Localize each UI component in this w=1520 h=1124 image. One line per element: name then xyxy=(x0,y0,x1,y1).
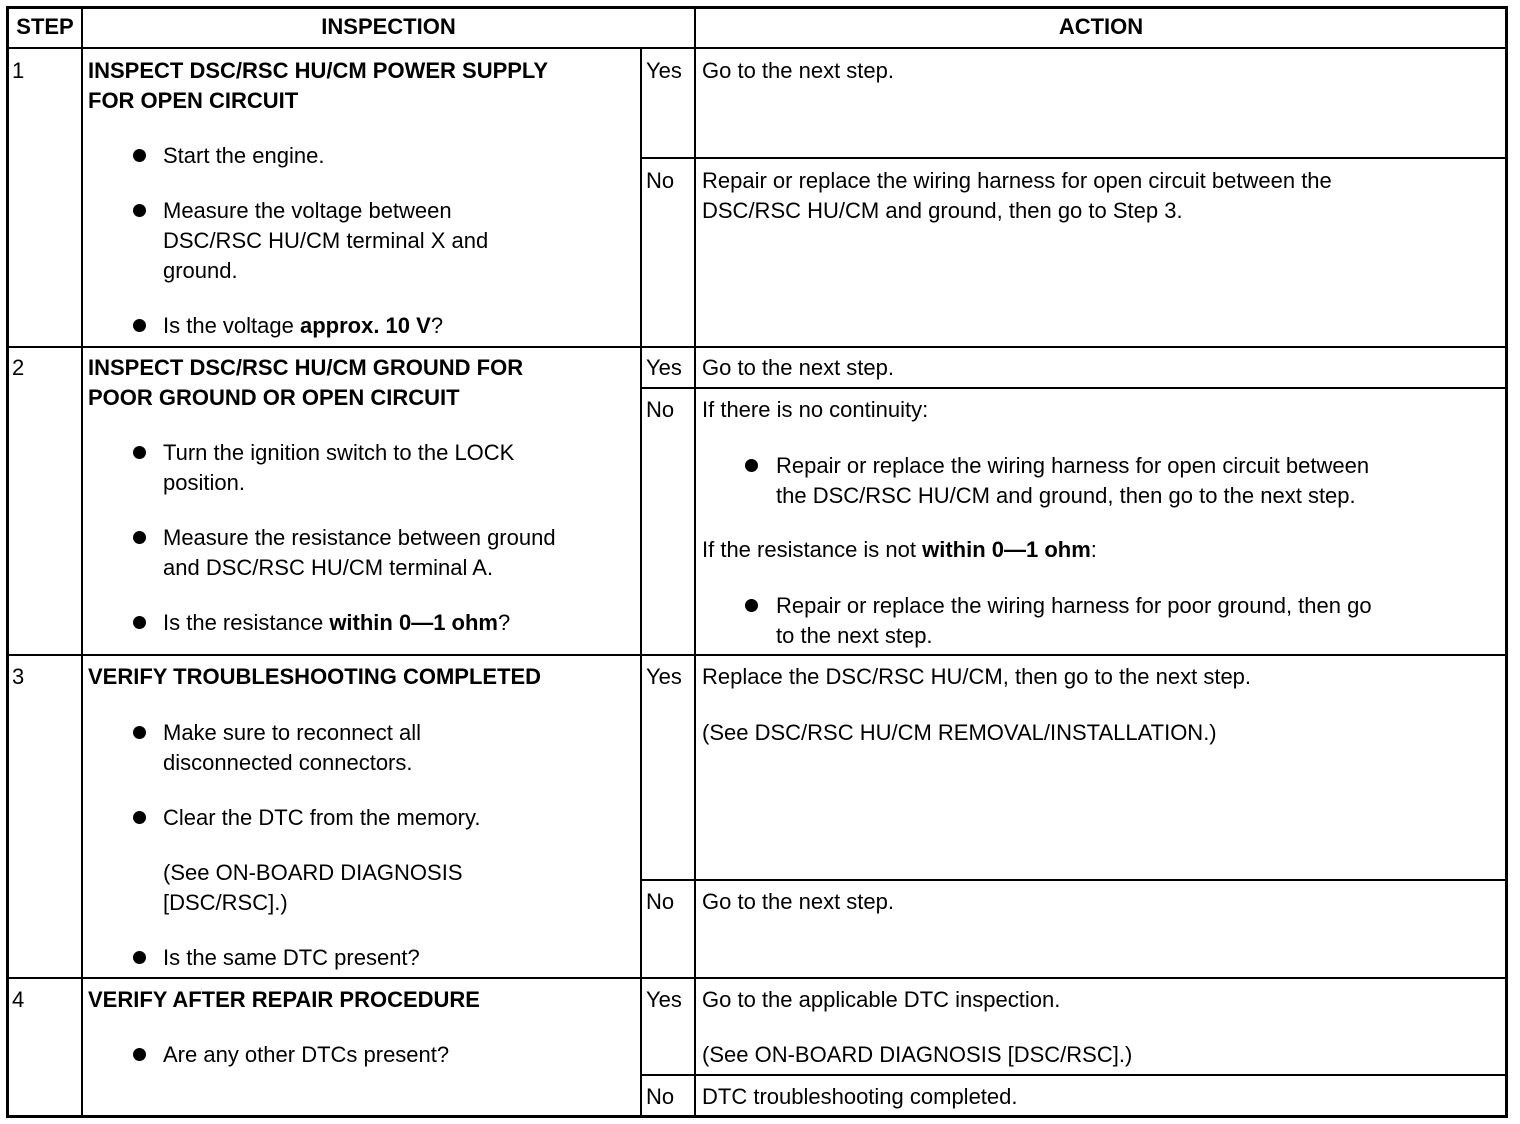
step-title: POOR GROUND OR OPEN CIRCUIT xyxy=(88,385,460,410)
action-text: DTC troubleshooting completed. xyxy=(702,1084,1018,1109)
inspection-reference: [DSC/RSC].) xyxy=(163,890,288,915)
no-label: No xyxy=(646,168,675,193)
step-title: INSPECT DSC/RSC HU/CM POWER SUPPLY xyxy=(88,58,549,83)
bullet-icon xyxy=(133,319,146,332)
step-title: FOR OPEN CIRCUIT xyxy=(88,88,299,113)
action-text: Replace the DSC/RSC HU/CM, then go to the next step. xyxy=(702,664,1252,689)
inspection-item: Measure the resistance between ground xyxy=(163,525,556,550)
row-divider-2 xyxy=(6,654,1508,656)
bullet-icon xyxy=(133,149,146,162)
inspection-item: DSC/RSC HU/CM terminal X and xyxy=(163,228,489,253)
yes-label: Yes xyxy=(646,664,682,689)
step-number: 1 xyxy=(12,58,25,83)
col-divider-step xyxy=(81,6,83,1118)
bullet-icon xyxy=(133,531,146,544)
inspection-item: Start the engine. xyxy=(163,143,325,168)
header-action: ACTION xyxy=(1058,14,1144,39)
yesno-divider-1 xyxy=(640,157,1508,159)
no-label: No xyxy=(646,1084,675,1109)
header-inspection: INSPECTION xyxy=(321,14,456,39)
action-text: to the next step. xyxy=(776,623,933,648)
col-divider-yesno xyxy=(640,48,642,1118)
action-text: Go to the next step. xyxy=(702,58,895,83)
action-reference: (See DSC/RSC HU/CM REMOVAL/INSTALLATION.) xyxy=(702,720,1217,745)
bullet-icon xyxy=(133,811,146,824)
inspection-question: Is the voltage approx. 10 V? xyxy=(163,313,444,338)
inspection-question: Are any other DTCs present? xyxy=(163,1042,450,1067)
yes-label: Yes xyxy=(646,355,682,380)
yes-label: Yes xyxy=(646,58,682,83)
step-number: 3 xyxy=(12,664,25,689)
action-reference: (See ON-BOARD DIAGNOSIS [DSC/RSC].) xyxy=(702,1042,1133,1067)
action-text: Go to the next step. xyxy=(702,889,895,914)
inspection-question: Is the resistance within 0—1 ohm? xyxy=(163,610,511,635)
step-title: INSPECT DSC/RSC HU/CM GROUND FOR xyxy=(88,355,524,380)
action-text: Repair or replace the wiring harness for open circuit between xyxy=(776,453,1370,478)
inspection-item: Turn the ignition switch to the LOCK xyxy=(163,440,515,465)
step-number: 4 xyxy=(12,987,25,1012)
action-text: Go to the applicable DTC inspection. xyxy=(702,987,1061,1012)
bullet-icon xyxy=(745,459,758,472)
step-title: VERIFY AFTER REPAIR PROCEDURE xyxy=(88,987,480,1012)
step-number: 2 xyxy=(12,355,25,380)
inspection-item: ground. xyxy=(163,258,238,283)
col-divider-action xyxy=(694,6,696,1118)
no-label: No xyxy=(646,397,675,422)
row-divider-3 xyxy=(6,977,1508,979)
inspection-item: and DSC/RSC HU/CM terminal A. xyxy=(163,555,494,580)
yesno-divider-3 xyxy=(640,879,1508,881)
action-text: DSC/RSC HU/CM and ground, then go to Step 3. xyxy=(702,198,1183,223)
bullet-icon xyxy=(133,616,146,629)
row-divider-1 xyxy=(6,346,1508,348)
action-text: Go to the next step. xyxy=(702,355,895,380)
action-condition: If the resistance is not within 0—1 ohm: xyxy=(702,537,1097,562)
inspection-item: disconnected connectors. xyxy=(163,750,413,775)
action-condition: If there is no continuity: xyxy=(702,397,929,422)
yesno-divider-2 xyxy=(640,387,1508,389)
inspection-item: Measure the voltage between xyxy=(163,198,452,223)
bullet-icon xyxy=(133,726,146,739)
bullet-icon xyxy=(133,204,146,217)
bullet-icon xyxy=(133,1048,146,1061)
no-label: No xyxy=(646,889,675,914)
yesno-divider-4 xyxy=(640,1074,1508,1076)
header-divider xyxy=(6,47,1508,49)
action-text: Repair or replace the wiring harness for poor ground, then go xyxy=(776,593,1372,618)
step-title: VERIFY TROUBLESHOOTING COMPLETED xyxy=(88,664,542,689)
inspection-item: Clear the DTC from the memory. xyxy=(163,805,481,830)
bullet-icon xyxy=(745,599,758,612)
header-step: STEP xyxy=(16,14,74,39)
inspection-item: position. xyxy=(163,470,245,495)
action-text: the DSC/RSC HU/CM and ground, then go to the next step. xyxy=(776,483,1356,508)
bullet-icon xyxy=(133,951,146,964)
yes-label: Yes xyxy=(646,987,682,1012)
inspection-item: Make sure to reconnect all xyxy=(163,720,422,745)
inspection-reference: (See ON-BOARD DIAGNOSIS xyxy=(163,860,463,885)
action-text: Repair or replace the wiring harness for open circuit between the xyxy=(702,168,1332,193)
inspection-question: Is the same DTC present? xyxy=(163,945,420,970)
bullet-icon xyxy=(133,446,146,459)
